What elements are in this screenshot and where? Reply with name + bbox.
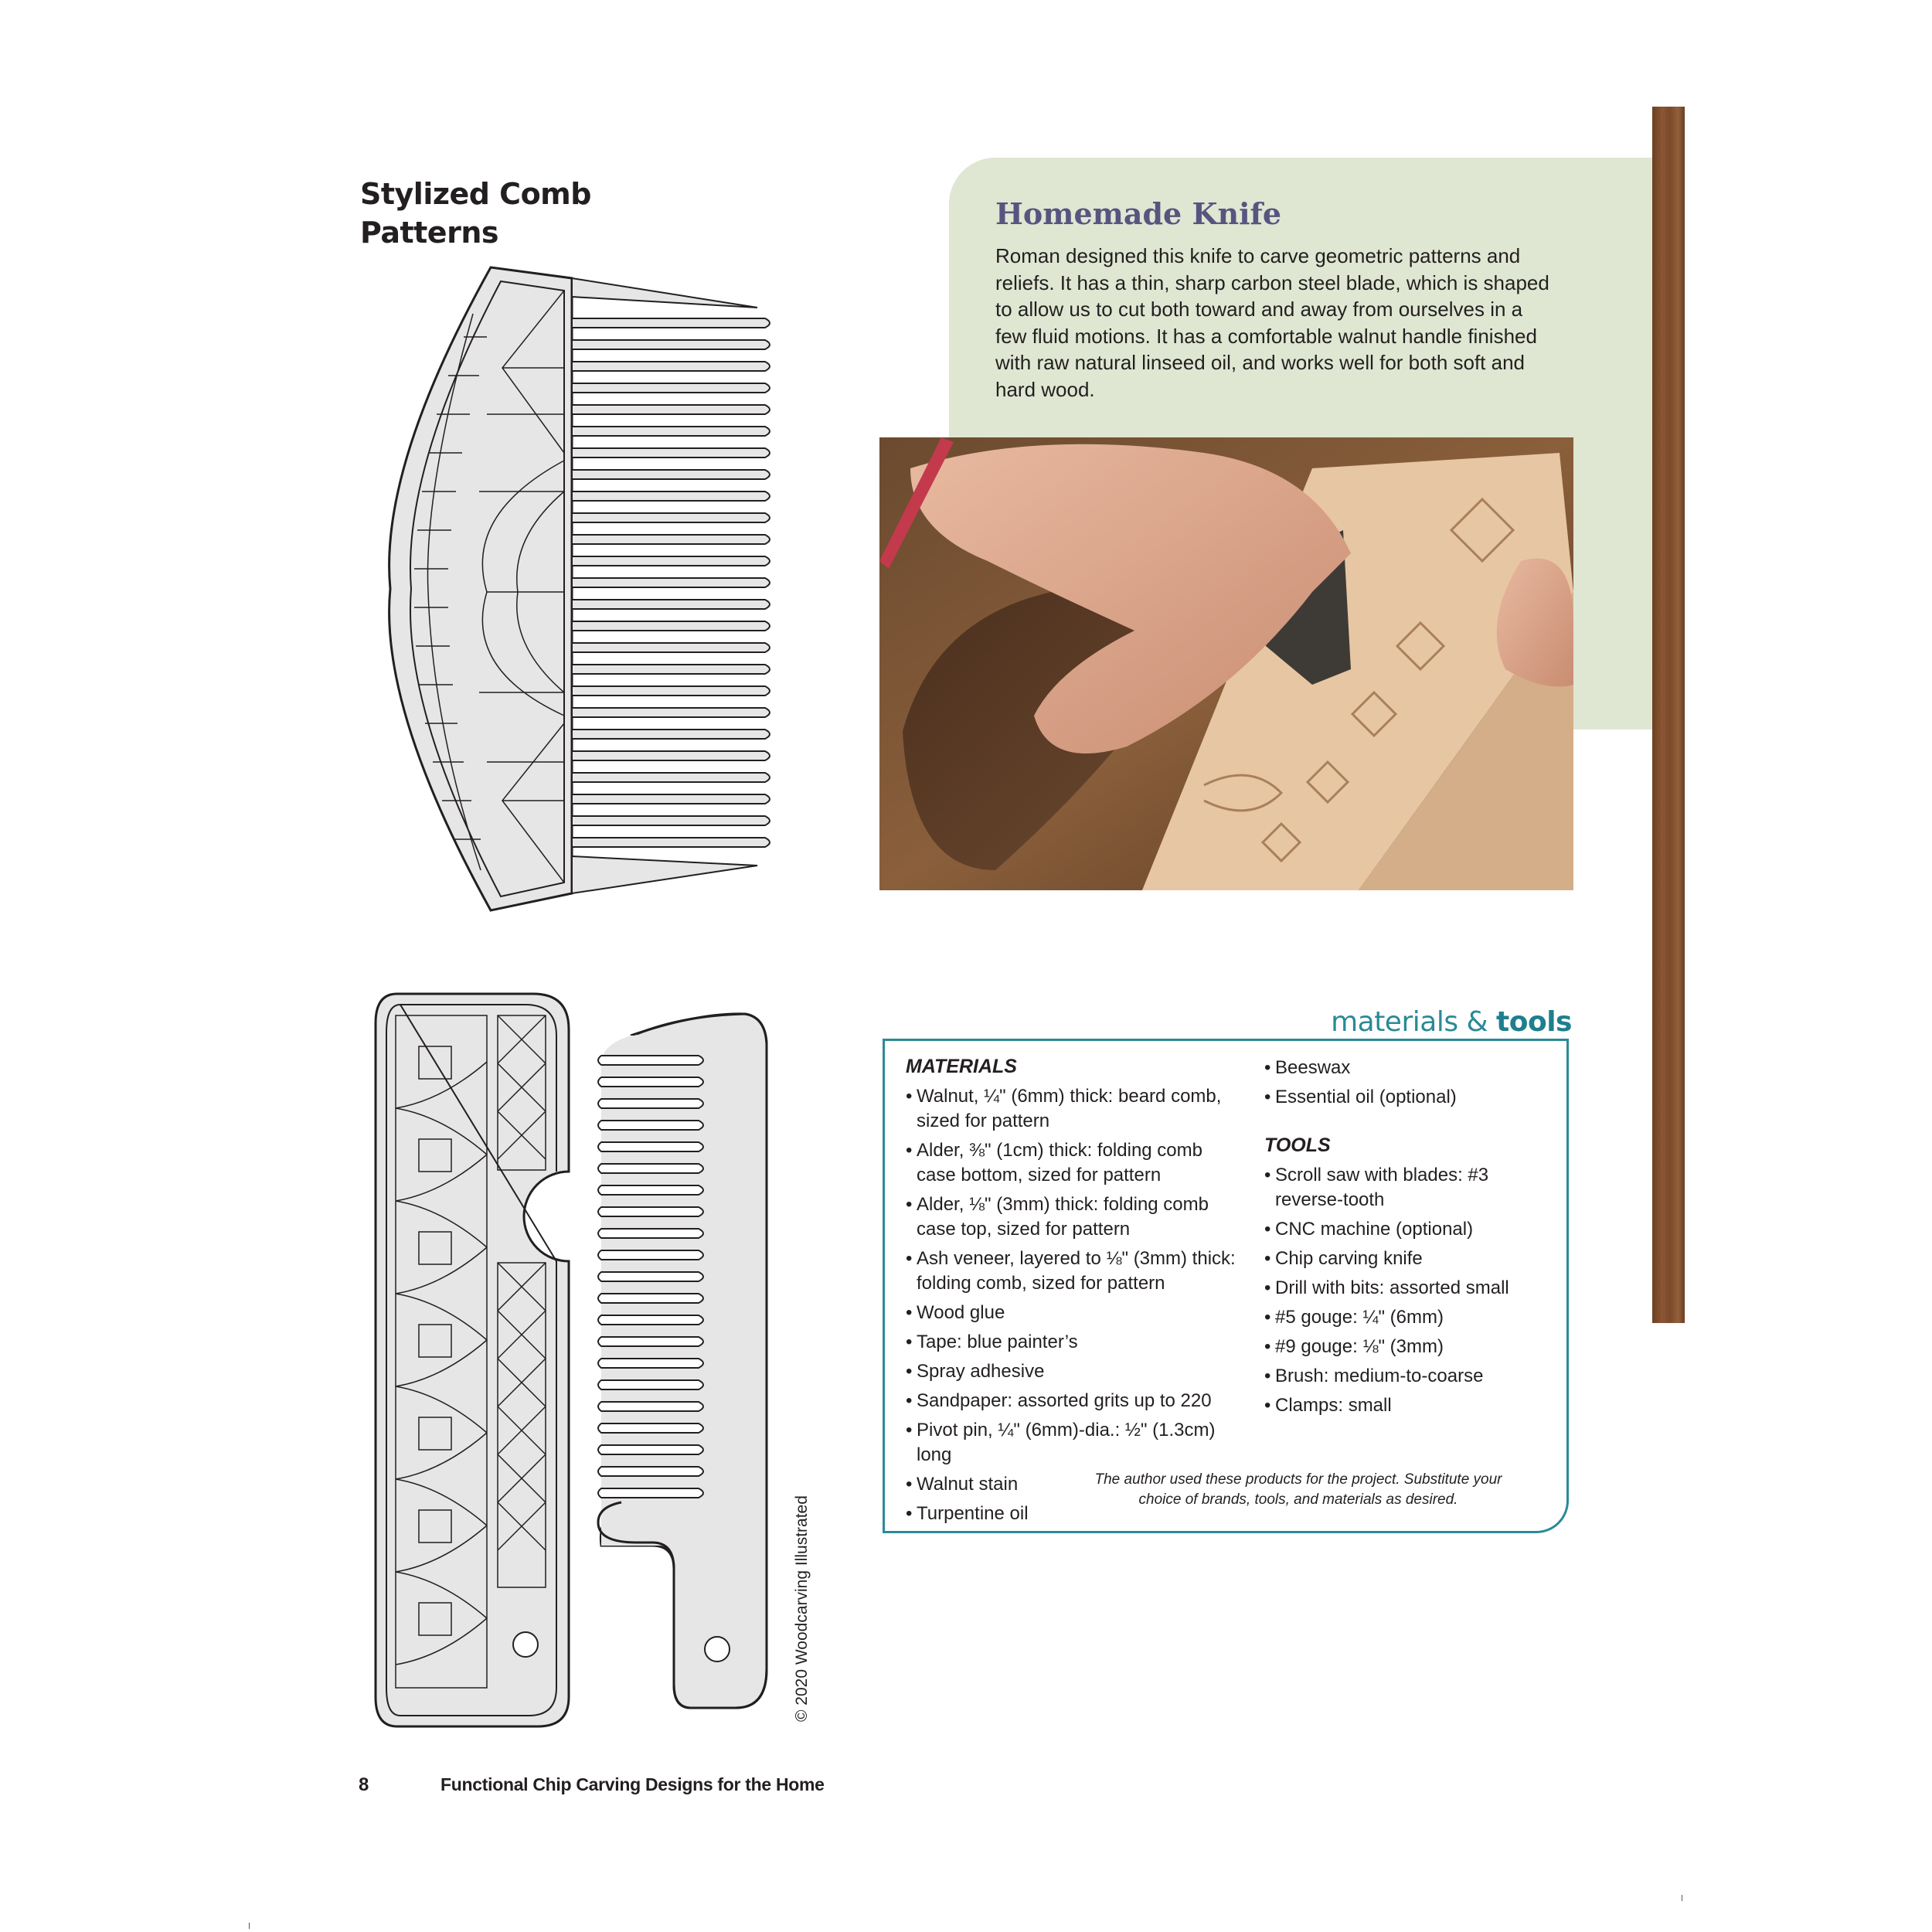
pattern-title-line1: Stylized Comb xyxy=(360,177,591,211)
materials-tools-right-column xyxy=(1264,1056,1558,1423)
tools-item: • Brush: medium-to-coarse xyxy=(1264,1364,1558,1389)
tools-list xyxy=(1264,1163,1558,1418)
beard-comb-pattern xyxy=(371,260,773,917)
tools-item: • Chip carving knife xyxy=(1264,1247,1558,1271)
materials-note: The author used these products for the project. Substitute your choice of brands, tools, and materials as desired. xyxy=(1094,1471,1502,1508)
folding-comb-pattern xyxy=(590,1012,776,1723)
materials-item: • Walnut, ¼" (6mm) thick: beard comb, sized for pattern xyxy=(906,1084,1246,1134)
materials-tools-heading xyxy=(1283,1006,1572,1038)
wood-edge-strip xyxy=(1652,107,1685,1323)
materials-item: • Beeswax xyxy=(1264,1056,1558,1080)
materials-continued-list xyxy=(1264,1056,1558,1110)
knife-photo-illustration xyxy=(879,437,1573,890)
materials-item: • Sandpaper: assorted grits up to 220 xyxy=(906,1389,1246,1413)
sidebar-title: Homemade Knife xyxy=(995,196,1282,231)
folding-comb-case-pattern xyxy=(374,992,575,1734)
materials-list xyxy=(906,1084,1246,1526)
materials-item: • Ash veneer, layered to ⅛" (3mm) thick: folding comb, sized for pattern xyxy=(906,1247,1246,1296)
materials-item: • Essential oil (optional) xyxy=(1264,1085,1558,1110)
tools-item: • #9 gouge: ⅛" (3mm) xyxy=(1264,1335,1558,1359)
tools-head: TOOLS xyxy=(1264,1134,1331,1156)
materials-item: • Wood glue xyxy=(906,1301,1246,1325)
heading-part2: tools xyxy=(1496,1006,1572,1038)
pattern-title xyxy=(360,175,669,252)
materials-item: • Alder, ⅛" (3mm) thick: folding comb case top, sized for pattern xyxy=(906,1192,1246,1242)
page-number: 8 xyxy=(359,1774,369,1795)
tools-item: • Scroll saw with blades: #3 reverse-tooth xyxy=(1264,1163,1558,1213)
materials-item: • Walnut stain xyxy=(906,1472,1246,1497)
materials-item: • Tape: blue painter’s xyxy=(906,1330,1246,1355)
materials-head: MATERIALS xyxy=(906,1056,1017,1077)
materials-item: • Alder, ⅜" (1cm) thick: folding comb case bottom, sized for pattern xyxy=(906,1138,1246,1188)
copyright-notice: © 2020 Woodcarving Illustrated xyxy=(793,1495,811,1722)
book-title: Functional Chip Carving Designs for the Home xyxy=(440,1774,825,1794)
sidebar-body: Roman designed this knife to carve geometric patterns and reliefs. It has a thin, sharp carbon steel blade, which is shaped to allow us to cut both toward and away from ourselves in a few fluid motions. It has a comfortable walnut handle finished with raw natural linseed oil, and works well for both soft and hard wood. xyxy=(995,244,1549,401)
crop-mark xyxy=(249,1923,250,1929)
materials-item: • Spray adhesive xyxy=(906,1359,1246,1384)
materials-column xyxy=(906,1056,1246,1531)
comb-teeth xyxy=(572,278,770,893)
tools-item: • #5 gouge: ¼" (6mm) xyxy=(1264,1305,1558,1330)
tools-item: • CNC machine (optional) xyxy=(1264,1217,1558,1242)
pattern-title-line2: Patterns xyxy=(360,216,498,250)
materials-item: • Pivot pin, ¼" (6mm)-dia.: ½" (1.3cm) long xyxy=(906,1418,1246,1468)
tools-item: • Drill with bits: assorted small xyxy=(1264,1276,1558,1301)
materials-item: • Turpentine oil xyxy=(906,1502,1246,1526)
heading-part1: materials & xyxy=(1331,1006,1497,1038)
knife-photo xyxy=(879,437,1573,890)
tools-item: • Clamps: small xyxy=(1264,1393,1558,1418)
